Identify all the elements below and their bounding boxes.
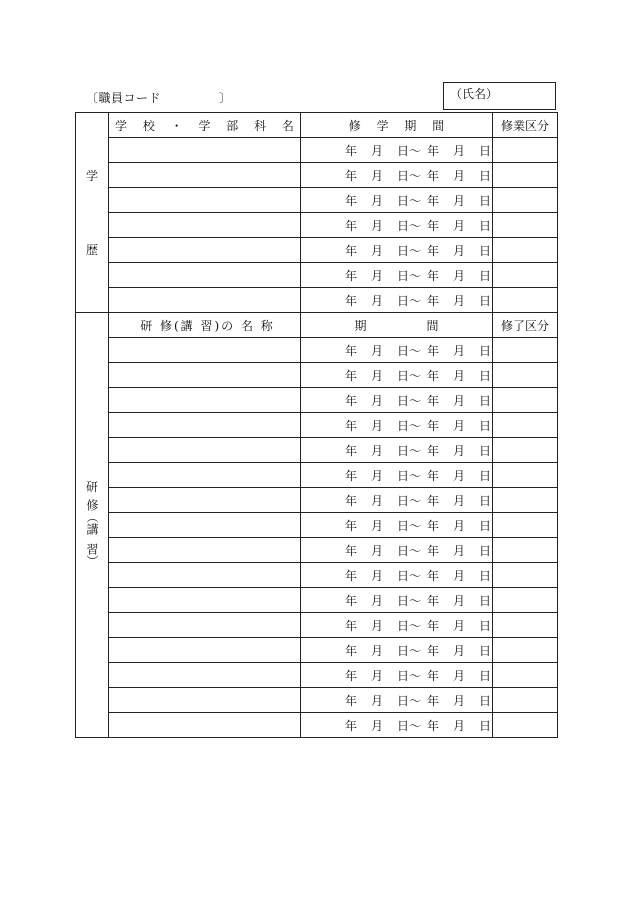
date-unit-d2: 日 [479, 268, 492, 283]
date-unit-d1: 日〜 [397, 718, 422, 733]
date-unit-m2: 月 [453, 143, 466, 158]
training-name-cell[interactable] [109, 713, 301, 738]
date-unit-m2: 月 [453, 193, 466, 208]
date-unit-d2: 日 [479, 243, 492, 258]
training-status-cell[interactable] [493, 463, 558, 488]
date-unit-m2: 月 [453, 693, 466, 708]
training-status-column-header: 修了区分 [493, 313, 558, 338]
training-label-char-3: 習︶ [85, 543, 99, 567]
training-row [76, 713, 558, 738]
date-unit-m1: 月 [371, 493, 384, 508]
training-period-cell[interactable] [301, 338, 493, 363]
training-row [76, 588, 558, 613]
date-unit-m2: 月 [453, 443, 466, 458]
date-unit-y1: 年 [345, 243, 358, 258]
date-unit-m2: 月 [453, 518, 466, 533]
date-unit-d1: 日〜 [397, 168, 422, 183]
date-unit-y2: 年 [427, 443, 440, 458]
date-unit-m1: 月 [371, 393, 384, 408]
training-label-char-1: 研 [85, 480, 98, 494]
date-unit-m1: 月 [371, 693, 384, 708]
date-unit-y2: 年 [427, 643, 440, 658]
education-period-cell[interactable] [301, 213, 493, 238]
date-unit-m1: 月 [371, 618, 384, 633]
date-unit-d2: 日 [479, 393, 492, 408]
training-row [76, 463, 558, 488]
study-status-column-header: 修業区分 [493, 113, 558, 138]
date-unit-d1: 日〜 [397, 268, 422, 283]
date-unit-y1: 年 [345, 393, 358, 408]
training-name-cell[interactable] [109, 538, 301, 563]
training-status-cell[interactable] [493, 588, 558, 613]
date-unit-m2: 月 [453, 343, 466, 358]
date-unit-d2: 日 [479, 543, 492, 558]
date-unit-y1: 年 [345, 543, 358, 558]
date-unit-m1: 月 [371, 568, 384, 583]
training-name-cell[interactable] [109, 488, 301, 513]
date-unit-m1: 月 [371, 543, 384, 558]
school-column-header-text: 学 校 ・ 学 部 科 名 [115, 118, 300, 133]
education-status-cell[interactable] [493, 138, 558, 163]
date-unit-m1: 月 [371, 468, 384, 483]
training-status-cell[interactable] [493, 638, 558, 663]
date-unit-m1: 月 [371, 593, 384, 608]
training-name-cell[interactable] [109, 363, 301, 388]
date-unit-d2: 日 [479, 493, 492, 508]
date-unit-y1: 年 [345, 693, 358, 708]
date-unit-m2: 月 [453, 643, 466, 658]
date-unit-d1: 日〜 [397, 193, 422, 208]
date-unit-m1: 月 [371, 718, 384, 733]
date-unit-m1: 月 [371, 268, 384, 283]
education-row [76, 138, 558, 163]
education-section-label [76, 113, 109, 313]
date-unit-y1: 年 [345, 343, 358, 358]
date-unit-d2: 日 [479, 168, 492, 183]
training-period-cell[interactable] [301, 688, 493, 713]
date-unit-y1: 年 [345, 668, 358, 683]
training-status-cell[interactable] [493, 538, 558, 563]
date-unit-d1: 日〜 [397, 568, 422, 583]
training-name-cell[interactable] [109, 688, 301, 713]
date-unit-d1: 日〜 [397, 243, 422, 258]
training-period-cell[interactable] [301, 438, 493, 463]
date-unit-y2: 年 [427, 218, 440, 233]
training-status-cell[interactable] [493, 563, 558, 588]
date-unit-m2: 月 [453, 543, 466, 558]
date-unit-y2: 年 [427, 668, 440, 683]
education-name-cell[interactable] [109, 138, 301, 163]
name-label: （氏名） [450, 87, 499, 101]
date-unit-y2: 年 [427, 143, 440, 158]
date-unit-d2: 日 [479, 718, 492, 733]
date-unit-d1: 日〜 [397, 293, 422, 308]
training-name-cell[interactable] [109, 638, 301, 663]
date-unit-y1: 年 [345, 193, 358, 208]
date-unit-d2: 日 [479, 143, 492, 158]
date-unit-d2: 日 [479, 668, 492, 683]
date-unit-d1: 日〜 [397, 143, 422, 158]
training-row [76, 438, 558, 463]
date-unit-d1: 日〜 [397, 343, 422, 358]
date-unit-m2: 月 [453, 493, 466, 508]
date-unit-m1: 月 [371, 143, 384, 158]
study-period-column-header [301, 113, 493, 138]
training-period-cell[interactable] [301, 663, 493, 688]
education-name-cell[interactable] [109, 263, 301, 288]
training-section-label [76, 313, 109, 738]
training-period-cell[interactable] [301, 363, 493, 388]
date-unit-m1: 月 [371, 518, 384, 533]
training-name-cell[interactable] [109, 338, 301, 363]
training-row [76, 363, 558, 388]
date-unit-y1: 年 [345, 468, 358, 483]
education-status-cell[interactable] [493, 188, 558, 213]
training-status-cell[interactable] [493, 488, 558, 513]
date-unit-y1: 年 [345, 568, 358, 583]
training-period-cell[interactable] [301, 513, 493, 538]
education-period-cell[interactable] [301, 188, 493, 213]
date-unit-m2: 月 [453, 418, 466, 433]
education-period-cell[interactable] [301, 238, 493, 263]
education-status-cell[interactable] [493, 163, 558, 188]
training-status-cell[interactable] [493, 688, 558, 713]
training-row [76, 613, 558, 638]
education-name-cell[interactable] [109, 288, 301, 313]
date-unit-y1: 年 [345, 618, 358, 633]
date-unit-d2: 日 [479, 693, 492, 708]
training-row [76, 488, 558, 513]
date-unit-d1: 日〜 [397, 643, 422, 658]
date-unit-m1: 月 [371, 168, 384, 183]
date-unit-d2: 日 [479, 293, 492, 308]
date-unit-d1: 日〜 [397, 443, 422, 458]
training-row [76, 538, 558, 563]
date-unit-y2: 年 [427, 718, 440, 733]
date-unit-y2: 年 [427, 468, 440, 483]
training-period-cell[interactable] [301, 713, 493, 738]
education-period-cell[interactable] [301, 263, 493, 288]
history-form-table [75, 112, 558, 738]
date-unit-y1: 年 [345, 418, 358, 433]
training-period-cell[interactable] [301, 613, 493, 638]
date-unit-m2: 月 [453, 718, 466, 733]
training-status-cell[interactable] [493, 613, 558, 638]
education-name-cell[interactable] [109, 163, 301, 188]
training-status-cell[interactable] [493, 713, 558, 738]
training-period-cell[interactable] [301, 563, 493, 588]
date-unit-d2: 日 [479, 193, 492, 208]
date-unit-m1: 月 [371, 243, 384, 258]
date-unit-m2: 月 [453, 268, 466, 283]
date-unit-d2: 日 [479, 443, 492, 458]
name-field[interactable] [443, 82, 556, 110]
staff-code-close: 〕 [219, 91, 232, 105]
date-unit-y2: 年 [427, 193, 440, 208]
date-unit-y2: 年 [427, 418, 440, 433]
school-column-header [109, 113, 301, 138]
date-unit-d2: 日 [479, 368, 492, 383]
training-period-cell[interactable] [301, 588, 493, 613]
training-row [76, 563, 558, 588]
date-unit-d2: 日 [479, 568, 492, 583]
date-unit-d1: 日〜 [397, 543, 422, 558]
date-unit-y2: 年 [427, 493, 440, 508]
date-unit-m2: 月 [453, 593, 466, 608]
date-unit-y2: 年 [427, 593, 440, 608]
training-name-cell[interactable] [109, 463, 301, 488]
education-row [76, 238, 558, 263]
training-period-cell[interactable] [301, 538, 493, 563]
education-name-cell[interactable] [109, 238, 301, 263]
training-row [76, 388, 558, 413]
date-unit-d2: 日 [479, 518, 492, 533]
training-name-cell[interactable] [109, 513, 301, 538]
education-row [76, 163, 558, 188]
date-unit-y1: 年 [345, 443, 358, 458]
date-unit-y2: 年 [427, 518, 440, 533]
training-name-cell[interactable] [109, 613, 301, 638]
date-unit-y2: 年 [427, 693, 440, 708]
date-unit-y1: 年 [345, 643, 358, 658]
date-unit-m1: 月 [371, 293, 384, 308]
date-unit-d1: 日〜 [397, 468, 422, 483]
education-label-char-1: 学 [85, 168, 98, 183]
education-status-cell[interactable] [493, 288, 558, 313]
training-status-cell[interactable] [493, 388, 558, 413]
date-unit-y2: 年 [427, 368, 440, 383]
date-unit-d1: 日〜 [397, 693, 422, 708]
staff-code-label: 〔職員コード [86, 91, 162, 105]
date-unit-m2: 月 [453, 293, 466, 308]
education-period-cell[interactable] [301, 163, 493, 188]
date-unit-d2: 日 [479, 593, 492, 608]
date-unit-m1: 月 [371, 368, 384, 383]
date-unit-y2: 年 [427, 343, 440, 358]
training-header-row [76, 313, 558, 338]
date-unit-d1: 日〜 [397, 593, 422, 608]
date-unit-d2: 日 [479, 218, 492, 233]
training-label-char-2: 修︵講 [85, 499, 99, 535]
education-status-cell[interactable] [493, 213, 558, 238]
education-section [76, 113, 558, 313]
date-unit-y1: 年 [345, 268, 358, 283]
study-period-column-header-text: 修 学 期 間 [348, 118, 451, 133]
date-unit-y2: 年 [427, 618, 440, 633]
date-unit-m1: 月 [371, 443, 384, 458]
staff-code-line [86, 89, 232, 106]
date-unit-y2: 年 [427, 168, 440, 183]
date-unit-d1: 日〜 [397, 668, 422, 683]
training-name-cell[interactable] [109, 663, 301, 688]
date-unit-m2: 月 [453, 218, 466, 233]
training-period-cell[interactable] [301, 463, 493, 488]
date-unit-y2: 年 [427, 568, 440, 583]
date-unit-d2: 日 [479, 343, 492, 358]
date-unit-d2: 日 [479, 618, 492, 633]
date-unit-y1: 年 [345, 593, 358, 608]
education-period-cell[interactable] [301, 138, 493, 163]
training-status-cell[interactable] [493, 438, 558, 463]
date-unit-d2: 日 [479, 418, 492, 433]
training-row [76, 513, 558, 538]
date-unit-m2: 月 [453, 668, 466, 683]
date-unit-m1: 月 [371, 418, 384, 433]
date-unit-m2: 月 [453, 618, 466, 633]
date-unit-m2: 月 [453, 468, 466, 483]
training-status-cell[interactable] [493, 338, 558, 363]
training-period-cell[interactable] [301, 388, 493, 413]
date-unit-d1: 日〜 [397, 393, 422, 408]
date-unit-y2: 年 [427, 268, 440, 283]
date-unit-y2: 年 [427, 393, 440, 408]
date-unit-y1: 年 [345, 493, 358, 508]
training-row [76, 688, 558, 713]
date-unit-d1: 日〜 [397, 368, 422, 383]
training-name-cell[interactable] [109, 413, 301, 438]
date-unit-m2: 月 [453, 568, 466, 583]
training-name-cell[interactable] [109, 588, 301, 613]
training-section [76, 313, 558, 738]
training-name-cell[interactable] [109, 438, 301, 463]
date-unit-m1: 月 [371, 343, 384, 358]
date-unit-d1: 日〜 [397, 218, 422, 233]
date-unit-y1: 年 [345, 718, 358, 733]
training-name-column-header-text: 研 修(講 習)の 名 称 [140, 318, 275, 333]
education-row [76, 263, 558, 288]
training-period-cell[interactable] [301, 413, 493, 438]
education-row [76, 213, 558, 238]
date-unit-d2: 日 [479, 468, 492, 483]
training-row [76, 663, 558, 688]
training-row [76, 338, 558, 363]
date-unit-y2: 年 [427, 293, 440, 308]
date-unit-d2: 日 [479, 643, 492, 658]
training-period-cell[interactable] [301, 488, 493, 513]
training-name-column-header [109, 313, 301, 338]
training-name-cell[interactable] [109, 388, 301, 413]
date-unit-y1: 年 [345, 368, 358, 383]
date-unit-m1: 月 [371, 643, 384, 658]
education-header-row [76, 113, 558, 138]
date-unit-d1: 日〜 [397, 618, 422, 633]
date-unit-m2: 月 [453, 243, 466, 258]
training-period-cell[interactable] [301, 638, 493, 663]
training-name-cell[interactable] [109, 563, 301, 588]
date-unit-y1: 年 [345, 143, 358, 158]
date-unit-y1: 年 [345, 293, 358, 308]
education-name-cell[interactable] [109, 213, 301, 238]
date-unit-d1: 日〜 [397, 518, 422, 533]
training-row [76, 413, 558, 438]
date-unit-d1: 日〜 [397, 493, 422, 508]
date-unit-m1: 月 [371, 218, 384, 233]
date-unit-y2: 年 [427, 543, 440, 558]
date-unit-y1: 年 [345, 168, 358, 183]
education-row [76, 188, 558, 213]
date-unit-y1: 年 [345, 518, 358, 533]
training-status-cell[interactable] [493, 413, 558, 438]
date-unit-d1: 日〜 [397, 418, 422, 433]
education-label-char-2: 歴 [85, 242, 98, 257]
date-unit-y2: 年 [427, 243, 440, 258]
education-status-cell[interactable] [493, 263, 558, 288]
training-status-cell[interactable] [493, 363, 558, 388]
date-unit-y1: 年 [345, 218, 358, 233]
education-period-cell[interactable] [301, 288, 493, 313]
training-status-cell[interactable] [493, 513, 558, 538]
date-unit-m1: 月 [371, 193, 384, 208]
education-name-cell[interactable] [109, 188, 301, 213]
training-period-column-header: 期 間 [301, 313, 493, 338]
education-status-cell[interactable] [493, 238, 558, 263]
training-status-cell[interactable] [493, 663, 558, 688]
date-unit-m2: 月 [453, 368, 466, 383]
date-unit-m2: 月 [453, 393, 466, 408]
education-row [76, 288, 558, 313]
date-unit-m2: 月 [453, 168, 466, 183]
date-unit-m1: 月 [371, 668, 384, 683]
training-row [76, 638, 558, 663]
